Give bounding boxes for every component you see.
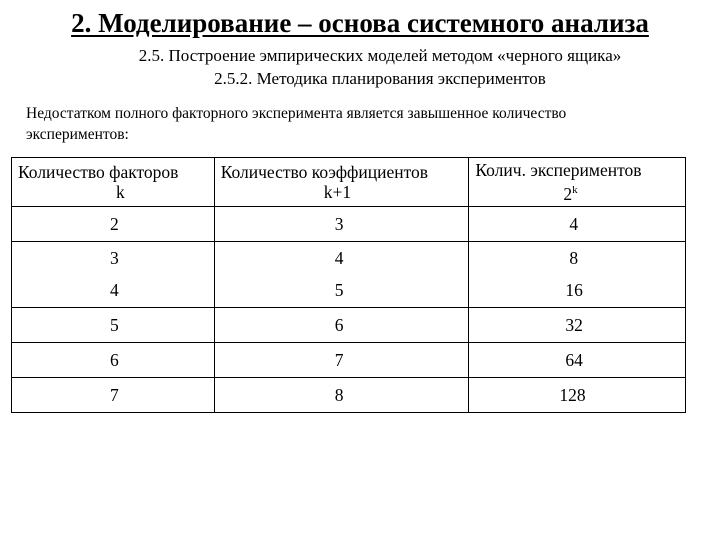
intro-paragraph bbox=[26, 103, 686, 145]
subsection-subtitle: 2.5.2. Методика планирования экспериментов bbox=[214, 69, 546, 88]
cell-k: 5 bbox=[12, 307, 215, 342]
header-factors bbox=[12, 158, 215, 207]
table-row bbox=[12, 377, 686, 412]
table-row bbox=[12, 307, 686, 342]
table-row-merged bbox=[12, 242, 686, 307]
cell-k-pair bbox=[12, 242, 215, 307]
cell-k: 7 bbox=[12, 377, 215, 412]
cell-k: 6 bbox=[12, 342, 215, 377]
header-factors-label: Количество факторов bbox=[18, 162, 179, 183]
table-row bbox=[12, 342, 686, 377]
cell-exp: 4 bbox=[469, 207, 686, 242]
header-coefficients bbox=[214, 158, 469, 207]
cell-k: 3 bbox=[110, 248, 119, 269]
header-coefficients-formula: k+1 bbox=[323, 182, 352, 203]
cell-exp-pair bbox=[469, 242, 686, 307]
cell-coef: 6 bbox=[214, 307, 469, 342]
cell-exp: 16 bbox=[565, 280, 583, 301]
header-experiments-label: Колич. экспериментов bbox=[475, 160, 642, 181]
cell-exp: 8 bbox=[569, 248, 579, 269]
cell-coef: 3 bbox=[214, 207, 469, 242]
cell-k: 2 bbox=[12, 207, 215, 242]
experiments-table bbox=[11, 157, 686, 413]
cell-coef: 4 bbox=[334, 248, 344, 269]
formula-exponent: k bbox=[572, 184, 578, 197]
slide-title: 2. Моделирование – основа системного анализа bbox=[71, 8, 649, 38]
header-experiments bbox=[469, 158, 686, 207]
cell-coef: 5 bbox=[334, 280, 344, 301]
cell-exp: 128 bbox=[469, 377, 686, 412]
table-header-row bbox=[12, 158, 686, 207]
cell-coef: 7 bbox=[214, 342, 469, 377]
header-factors-symbol: k bbox=[116, 182, 125, 203]
intro-line-1: Недостатком полного факторного эксперимента является завышенное количество bbox=[26, 105, 567, 122]
cell-coef: 8 bbox=[214, 377, 469, 412]
header-experiments-formula bbox=[475, 180, 679, 204]
cell-exp: 64 bbox=[469, 342, 686, 377]
header-coefficients-label: Количество коэффициентов bbox=[220, 162, 429, 183]
intro-line-2: экспериментов: bbox=[26, 126, 129, 143]
formula-base: 2 bbox=[563, 184, 573, 205]
cell-exp: 32 bbox=[469, 307, 686, 342]
cell-coef-pair bbox=[214, 242, 469, 307]
section-subtitle: 2.5. Построение эмпирических моделей методом «черного ящика» bbox=[138, 46, 622, 65]
table-row bbox=[12, 207, 686, 242]
cell-k: 4 bbox=[110, 280, 119, 301]
